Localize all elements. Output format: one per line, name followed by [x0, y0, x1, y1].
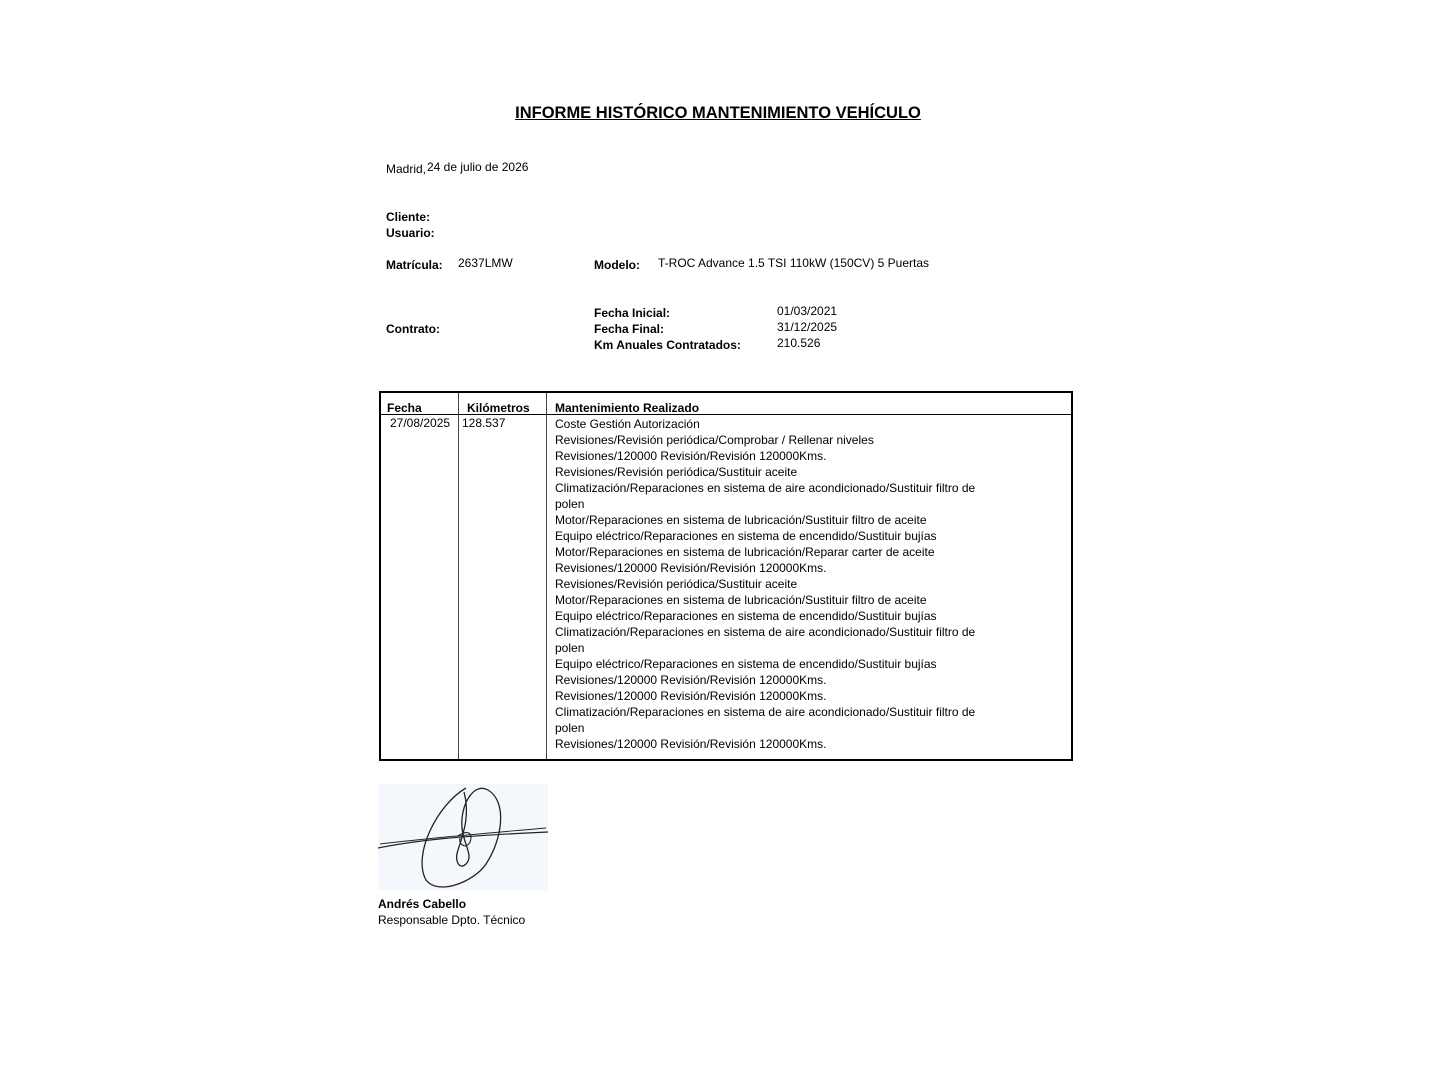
- fecha-final-label: Fecha Final:: [594, 322, 665, 336]
- place: Madrid,: [386, 162, 427, 176]
- contrato-label: Contrato:: [386, 322, 440, 336]
- header-mantenimiento: Mantenimiento Realizado: [555, 401, 700, 415]
- maintenance-table: [379, 391, 1073, 761]
- maintenance-item: Revisiones/Revisión periódica/Comprobar / Rellenar niveles: [555, 433, 874, 447]
- maintenance-item: Revisiones/120000 Revisión/Revisión 120000Kms.: [555, 673, 827, 687]
- signature-icon: [378, 784, 548, 890]
- header-fecha: Fecha: [387, 401, 422, 415]
- row-fecha: 27/08/2025: [390, 416, 451, 430]
- document-title: INFORME HISTÓRICO MANTENIMIENTO VEHÍCULO: [515, 104, 921, 122]
- matricula-label: Matrícula:: [386, 258, 443, 272]
- maintenance-item: Revisiones/Revisión periódica/Sustituir aceite: [555, 465, 798, 479]
- maintenance-item: Revisiones/120000 Revisión/Revisión 120000Kms.: [555, 689, 827, 703]
- maintenance-item: Motor/Reparaciones en sistema de lubricación/Sustituir filtro de aceite: [555, 593, 927, 607]
- maintenance-items: [555, 416, 985, 752]
- maintenance-item: Equipo eléctrico/Reparaciones en sistema de encendido/Sustituir bujías: [555, 657, 937, 671]
- signer-role: Responsable Dpto. Técnico: [378, 913, 526, 927]
- maintenance-item: Motor/Reparaciones en sistema de lubricación/Reparar carter de aceite: [555, 545, 935, 559]
- maintenance-item: Revisiones/120000 Revisión/Revisión 120000Kms.: [555, 561, 827, 575]
- maintenance-item: Equipo eléctrico/Reparaciones en sistema de encendido/Sustituir bujías: [555, 609, 937, 623]
- maintenance-item: Climatización/Reparaciones en sistema de aire acondicionado/Sustituir filtro de polen: [555, 705, 976, 735]
- fecha-inicial-label: Fecha Inicial:: [594, 306, 671, 320]
- matricula-value: 2637LMW: [458, 256, 513, 270]
- maintenance-item: Coste Gestión Autorización: [555, 417, 700, 431]
- km-label: Km Anuales Contratados:: [594, 338, 741, 352]
- header-kilometros: Kilómetros: [467, 401, 530, 415]
- maintenance-item: Motor/Reparaciones en sistema de lubricación/Sustituir filtro de aceite: [555, 513, 927, 527]
- row-km: 128.537: [462, 416, 506, 430]
- column-divider: [546, 393, 547, 759]
- cliente-label: Cliente:: [386, 210, 431, 224]
- report-date: 24 de julio de 2026: [427, 160, 529, 174]
- maintenance-item: Climatización/Reparaciones en sistema de aire acondicionado/Sustituir filtro de polen: [555, 625, 976, 655]
- maintenance-item: Revisiones/Revisión periódica/Sustituir aceite: [555, 577, 798, 591]
- fecha-inicial-value: 01/03/2021: [777, 304, 838, 318]
- signature-image: [378, 784, 548, 890]
- fecha-final-value: 31/12/2025: [777, 320, 838, 334]
- maintenance-item: Equipo eléctrico/Reparaciones en sistema de encendido/Sustituir bujías: [555, 529, 937, 543]
- modelo-value: T-ROC Advance 1.5 TSI 110kW (150CV) 5 Puertas: [658, 256, 930, 270]
- signer-name: Andrés Cabello: [378, 897, 467, 911]
- column-divider: [458, 393, 459, 759]
- maintenance-item: Revisiones/120000 Revisión/Revisión 120000Kms.: [555, 449, 827, 463]
- usuario-label: Usuario:: [386, 226, 435, 240]
- km-value: 210.526: [777, 336, 821, 350]
- modelo-label: Modelo:: [594, 258, 640, 272]
- maintenance-item: Revisiones/120000 Revisión/Revisión 120000Kms.: [555, 737, 827, 751]
- maintenance-item: Climatización/Reparaciones en sistema de aire acondicionado/Sustituir filtro de polen: [555, 481, 976, 511]
